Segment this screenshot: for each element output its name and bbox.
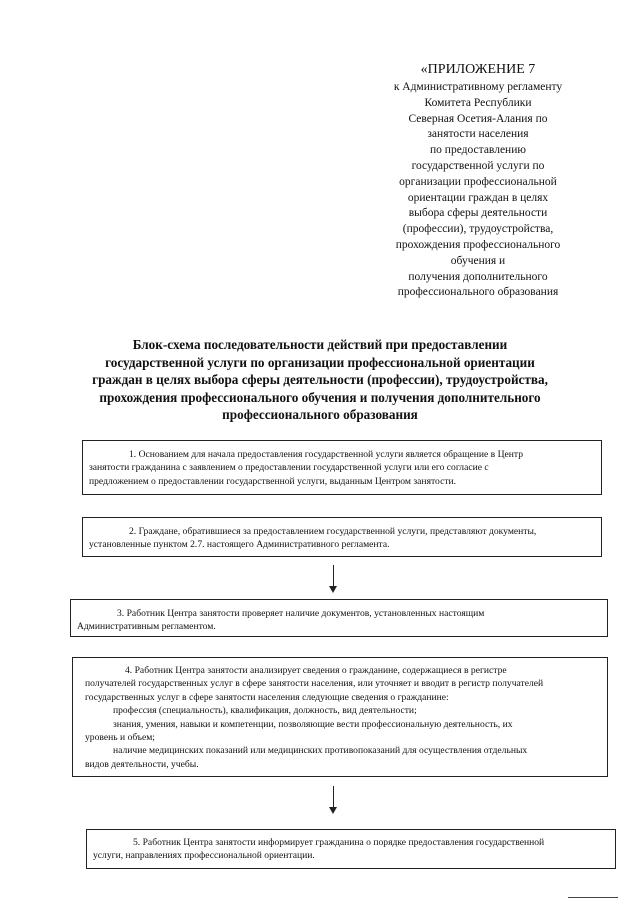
step-text-line: предложением о предоставлении государственной услуги, выданным Центром занятости. [89,475,457,487]
step-text-line: 4. Работник Центра занятости анализирует сведения о гражданине, содержащиеся в регистре [125,665,507,676]
step-1-box [82,440,602,495]
footer-rule [568,897,618,898]
step-text-line: Административным регламентом. [77,621,216,633]
appendix-line: (профессии), трудоустройства, [402,223,554,236]
flow-arrow [333,565,334,587]
appendix-line: государственной услуги по [411,159,545,172]
flowchart-title [70,336,570,424]
step-text-line: профессия (специальность), квалификация, должность, вид деятельности; [113,705,417,717]
step-text-line: услуги, направлениях профессиональной ориентации. [93,850,315,862]
appendix-line: Комитета Республики [424,96,532,109]
step-text-line: знания, умения, навыки и компетенции, позволяющие вести профессиональную деятельность, их [113,718,513,730]
appendix-line: выбора сферы деятельности [408,207,548,220]
appendix-header [378,60,578,301]
title-line: граждан в целях выбора сферы деятельности (профессии), трудоустройства, [92,372,548,387]
appendix-line: прохождения профессионального [395,238,561,251]
flow-arrow [333,786,334,808]
appendix-line: к Административному регламенту [393,81,563,93]
step-text-line: государственных услуг в сфере занятости населения следующие сведения о гражданине: [85,691,449,703]
title-line: профессионального образования [222,407,418,422]
step-text-line: 2. Граждане, обратившиеся за предоставлением государственной услуги, представляют документы, [129,526,537,537]
step-text-line: 5. Работник Центра занятости информирует гражданина о порядке предоставления государственной [133,837,545,848]
step-text-line: 1. Основанием для начала предоставления государственной услуги является обращение в Центр [129,449,523,460]
appendix-line: занятости населения [427,128,529,141]
step-5-box [86,829,616,869]
title-line: прохождения профессионального обучения и получения дополнительного [99,389,541,405]
step-2-box [82,517,602,557]
step-text-line: уровень и объем; [85,732,155,744]
step-text-line: установленные пунктом 2.7. настоящего Административного регламента. [89,539,390,551]
appendix-line: получения дополнительного [408,270,548,283]
step-text-line: получателей государственных услуг в сфере занятости населения, или уточняет и вводит в регистр получателей [85,678,544,690]
appendix-line: Северная Осетия-Алания по [408,112,548,125]
step-text-line: наличие медицинских показаний или медицинских противопоказаний для осуществления отдельных [113,745,528,757]
appendix-line: профессионального образования [397,286,559,299]
step-4-box [72,657,608,777]
appendix-line: по предоставлению [430,144,526,157]
title-line: Блок-схема последовательности действий при предоставлении [132,337,508,352]
appendix-title: «ПРИЛОЖЕНИЕ 7 [420,62,536,77]
step-text-line: 3. Работник Центра занятости проверяет наличие документов, установленных настоящим [117,608,485,619]
step-text-line: видов деятельности, учебы. [85,758,199,770]
appendix-line: обучения и [450,254,506,267]
appendix-line: организации профессиональной [399,175,557,188]
title-line: государственной услуги по организации профессиональной ориентации [105,354,535,370]
step-text-line: занятости гражданина с заявлением о предоставлении государственной услуги или его согласие с [89,462,489,474]
appendix-line: ориентации граждан в целях [407,191,549,204]
step-3-box [70,599,608,637]
